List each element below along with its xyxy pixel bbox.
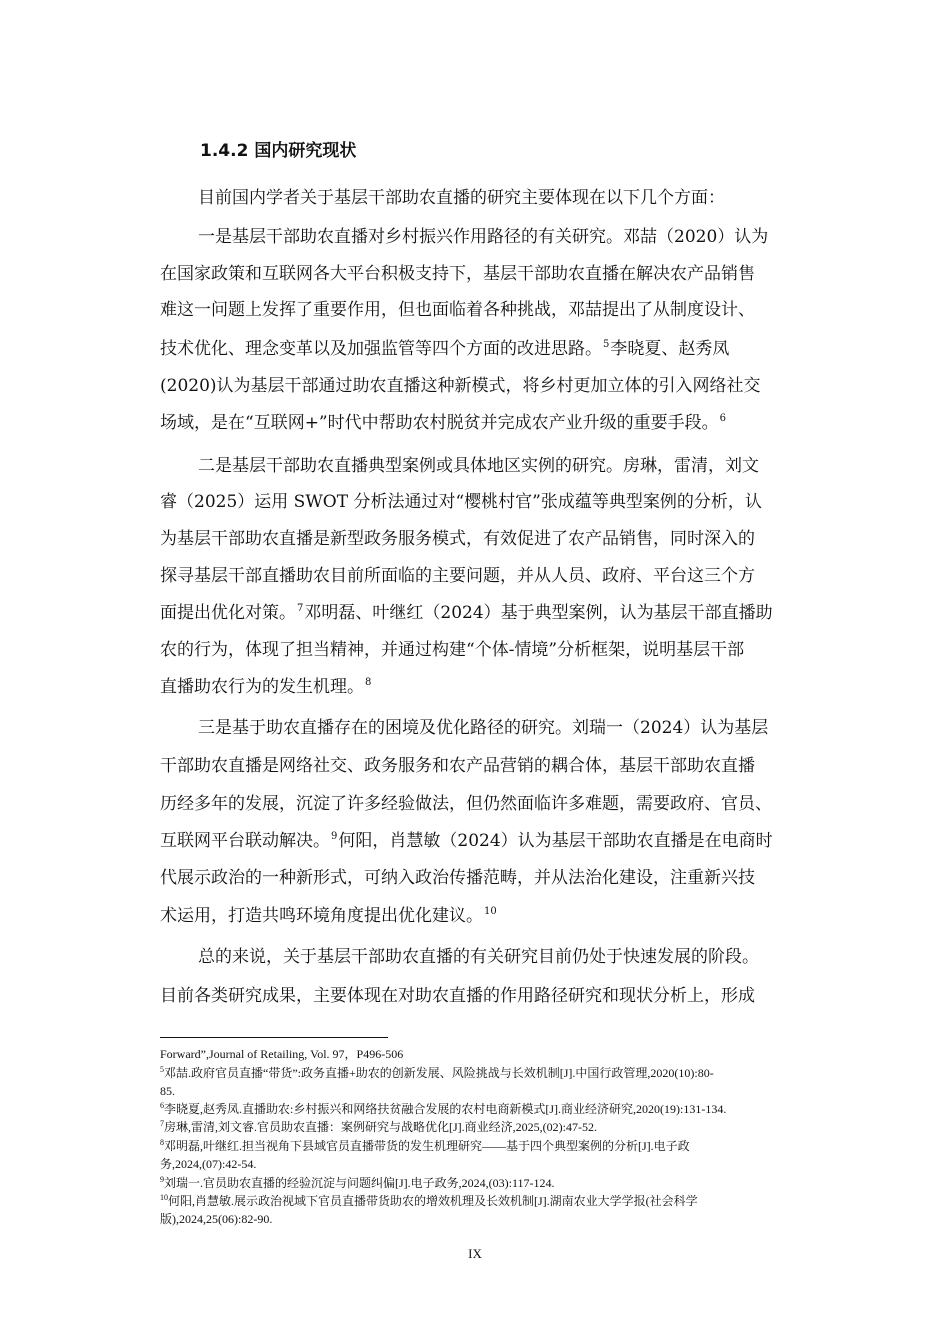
footnote-10-number: 10 bbox=[160, 1193, 168, 1202]
footnote-9-text: 刘瑞一.官员助农直播的经验沉淀与问题纠偏[J].电子政务,2024,(03):117-124. bbox=[164, 1176, 555, 1190]
footnote-10 bbox=[160, 1193, 850, 1209]
footnote-separator bbox=[160, 1037, 388, 1038]
footnote-6-text: 李晓夏,赵秀凤.直播助农:乡村振兴和网络扶贫融合发展的农村电商新模式[J].商业经济研究,2020(19):131-134. bbox=[164, 1102, 727, 1116]
footnote-6 bbox=[160, 1101, 850, 1117]
footnote-continuation: Forward”,Journal of Retailing, Vol. 97，P496-506 bbox=[160, 1047, 404, 1061]
p4-line-2: 目前各类研究成果，主要体现在对助农直播的作用路径研究和现状分析上，形成 bbox=[160, 986, 755, 1006]
page-number: IX bbox=[468, 1246, 482, 1261]
footnote-ref-6[interactable]: 6 bbox=[719, 413, 726, 425]
p2-line-7-text: 直播助农行为的发生机理。 bbox=[160, 677, 364, 697]
footnote-8-cont: 务,2024,(07):42-54. bbox=[160, 1157, 257, 1171]
footnote-9-number: 9 bbox=[160, 1175, 164, 1184]
footnote-8 bbox=[160, 1138, 850, 1154]
footnote-5-cont: 85. bbox=[160, 1084, 175, 1098]
p2-line-4: 探寻基层干部直播助农目前所面临的主要问题，并从人员、政府、平台这三个方 bbox=[160, 566, 755, 586]
footnote-5-number: 5 bbox=[160, 1065, 164, 1074]
p3-line-5: 代展示政治的一种新形式，可纳入政治传播范畴，并从法治化建设，注重新兴技 bbox=[160, 868, 755, 888]
p1-line-1: 一是基层干部助农直播对乡村振兴作用路径的有关研究。邓喆（2020）认为 bbox=[198, 227, 769, 247]
footnote-10-text: 何阳,肖慧敏.展示政治视域下官员直播带货助农的增效机理及长效机制[J].湖南农业大学学报(社会科学 bbox=[168, 1194, 698, 1208]
p3-line-6-text: 术运用，打造共鸣环境角度提出优化建议。 bbox=[160, 906, 483, 926]
p3-line-3: 历经多年的发展，沉淀了许多经验做法，但仍然面临许多难题，需要政府、官员、 bbox=[160, 794, 772, 814]
p1-line-4 bbox=[160, 337, 840, 361]
footnote-9 bbox=[160, 1175, 850, 1191]
p2-line-5 bbox=[160, 601, 840, 625]
p1-line-6 bbox=[160, 411, 840, 435]
footnote-6-number: 6 bbox=[160, 1101, 164, 1110]
footnote-5 bbox=[160, 1065, 850, 1081]
footnote-ref-9[interactable]: 9 bbox=[331, 831, 338, 843]
footnote-7-number: 7 bbox=[160, 1119, 164, 1128]
p1-line-2: 在国家政策和互联网各大平台积极支持下，基层干部助农直播在解决农产品销售 bbox=[160, 264, 755, 284]
p3-line-2: 干部助农直播是网络社交、政务服务和农产品营销的耦合体，基层干部助农直播 bbox=[160, 756, 755, 776]
p2-line-5-tail: 邓明磊、叶继红（2024）基于典型案例，认为基层干部直播助 bbox=[304, 603, 773, 623]
p1-line-3: 难这一问题上发挥了重要作用，但也面临着各种挑战，邓喆提出了从制度设计、 bbox=[160, 300, 755, 320]
p1-line-6-text: 场域，是在“互联网+”时代中帮助农村脱贫并完成农产业升级的重要手段。 bbox=[160, 413, 719, 433]
footnote-7-text: 房琳,雷清,刘文睿.官员助农直播：案例研究与战略优化[J].商业经济,2025,(02):47-52. bbox=[164, 1120, 597, 1134]
footnote-ref-7[interactable]: 7 bbox=[297, 603, 304, 615]
p2-line-3: 为基层干部助农直播是新型政务服务模式，有效促进了农产品销售，同时深入的 bbox=[160, 529, 755, 549]
p3-line-1: 三是基于助农直播存在的困境及优化路径的研究。刘瑞一（2024）认为基层 bbox=[198, 718, 769, 738]
footnote-5-text: 邓喆.政府官员直播“带货”:政务直播+助农的创新发展、风险挑战与长效机制[J].中国行政管理,2020(10):80- bbox=[164, 1066, 714, 1080]
p3-line-4-tail: 何阳，肖慧敏（2024）认为基层干部助农直播是在电商时 bbox=[338, 831, 773, 851]
p3-line-4 bbox=[160, 829, 840, 853]
p2-line-7 bbox=[160, 675, 840, 699]
p2-line-1: 二是基层干部助农直播典型案例或具体地区实例的研究。房琳，雷清，刘文 bbox=[198, 456, 759, 476]
footnote-ref-8[interactable]: 8 bbox=[365, 677, 372, 689]
footnote-10-cont: 版),2024,25(06):82-90. bbox=[160, 1212, 273, 1226]
footnote-8-number: 8 bbox=[160, 1138, 164, 1147]
p3-line-6 bbox=[160, 904, 840, 928]
p2-line-6: 农的行为，体现了担当精神，并通过构建“个体-情境”分析框架，说明基层干部 bbox=[160, 640, 745, 660]
intro-line: 目前国内学者关于基层干部助农直播的研究主要体现在以下几个方面： bbox=[198, 188, 725, 208]
section-number: 1.4.2 bbox=[200, 141, 249, 161]
p2-line-5-text: 面提出优化对策。 bbox=[160, 603, 296, 623]
footnote-8-text: 邓明磊,叶继红.担当视角下县域官员直播带货的发生机理研究——基于四个典型案例的分析[J].电子政 bbox=[164, 1139, 690, 1153]
p1-line-4-text: 技术优化、理念变革以及加强监管等四个方面的改进思路。 bbox=[160, 339, 602, 359]
p2-line-2: 睿（2025）运用 SWOT 分析法通过对“樱桃村官”张成蕴等典型案例的分析，认 bbox=[160, 492, 762, 512]
section-title: 国内研究现状 bbox=[254, 141, 357, 161]
footnote-ref-5[interactable]: 5 bbox=[603, 339, 610, 351]
p1-line-4-tail: 李晓夏、赵秀凤 bbox=[610, 339, 730, 359]
section-heading bbox=[200, 140, 356, 162]
p3-line-4-text: 互联网平台联动解决。 bbox=[160, 831, 330, 851]
footnote-ref-10[interactable]: 10 bbox=[484, 906, 497, 918]
p1-line-5: (2020)认为基层干部通过助农直播这种新模式，将乡村更加立体的引入网络社交 bbox=[160, 376, 761, 396]
footnote-7 bbox=[160, 1119, 850, 1135]
p4-line-1: 总的来说，关于基层干部助农直播的有关研究目前仍处于快速发展的阶段。 bbox=[198, 947, 759, 967]
